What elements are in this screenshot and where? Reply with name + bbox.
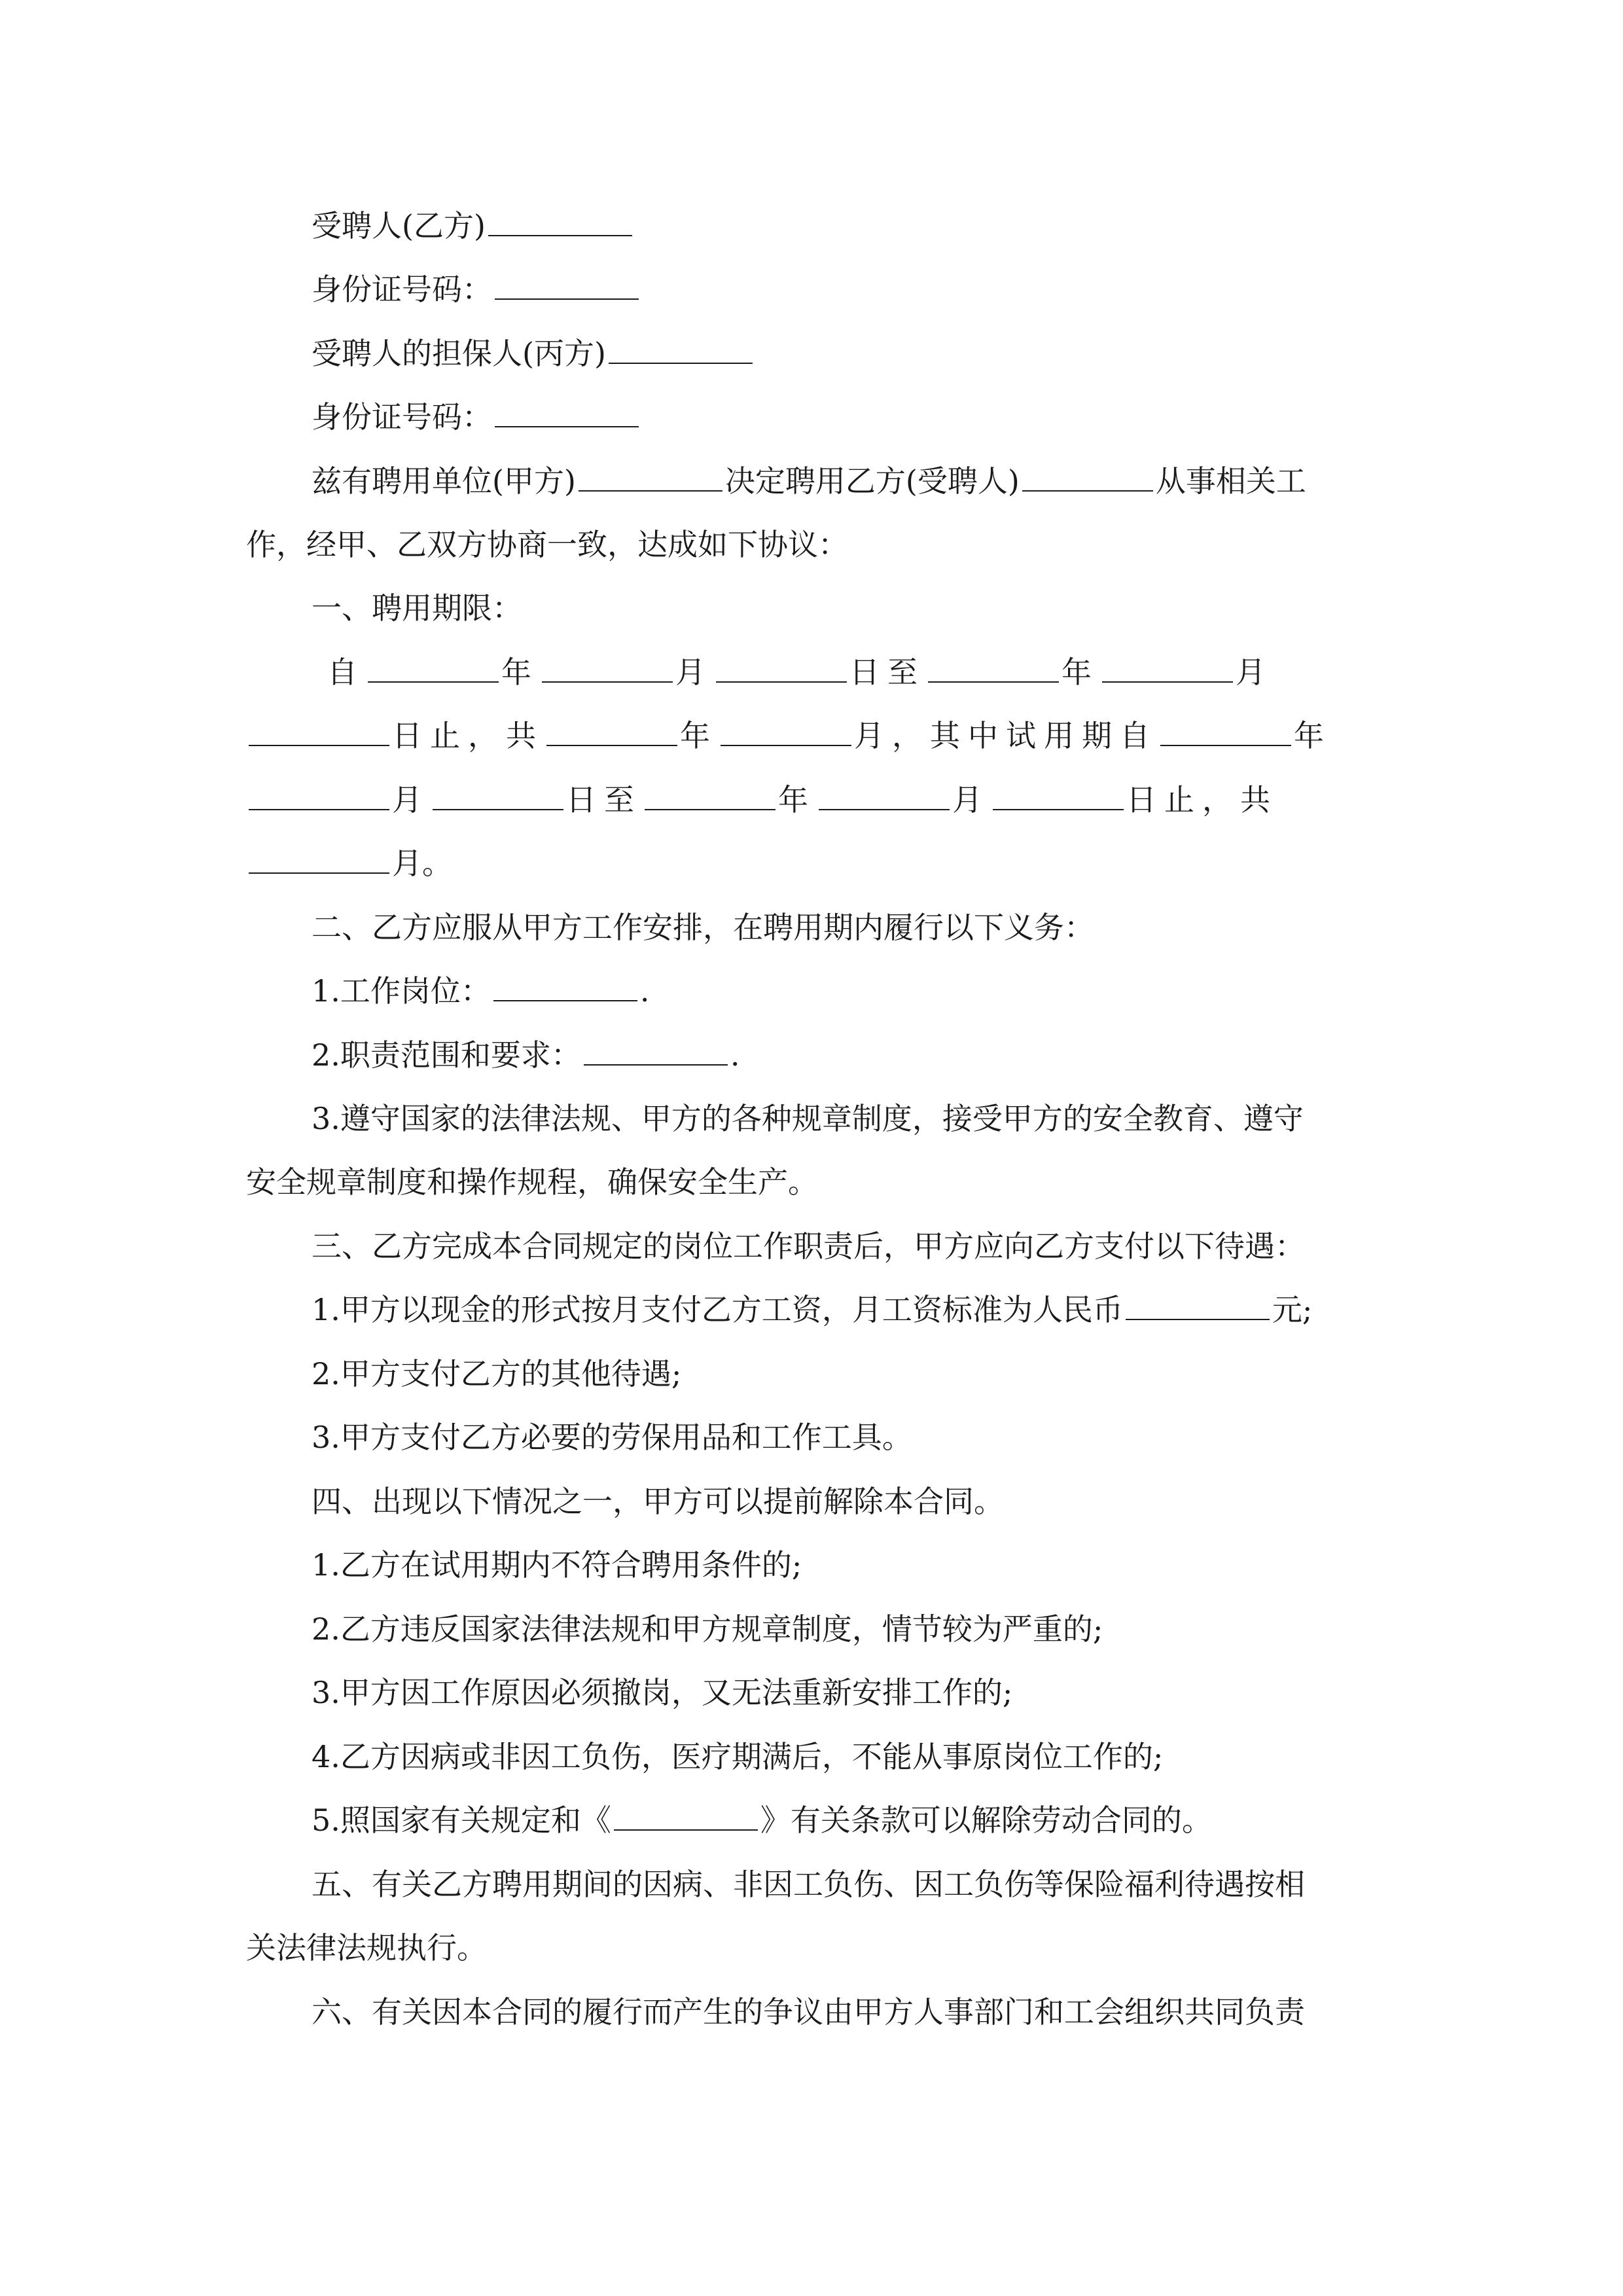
section1-title: 一、聘用期限： [312,590,522,626]
duration-months-blank[interactable] [721,719,851,746]
section3-item1 [312,1290,1312,1329]
start-year-blank[interactable] [368,655,499,683]
start-month-blank[interactable] [542,655,673,683]
end-year-blank[interactable] [928,655,1059,683]
term-year-1: 年 [501,655,539,690]
job-position-end: . [639,973,650,1009]
salary-label: 1.甲方以现金的形式按月支付乙方工资，月工资标准为人民币 [312,1292,1123,1327]
duty-scope-blank[interactable] [584,1038,728,1066]
term-day-end: 日止，共 [392,718,544,753]
section4-item1: 1.乙方在试用期内不符合聘用条件的; [312,1547,802,1583]
term-total: 共 [1240,782,1278,817]
duty-scope-label: 2.职责范围和要求： [312,1037,581,1073]
intro-line-2: 作，经甲、乙双方协商一致，达成如下协议： [246,527,848,562]
section4-item5 [312,1801,1212,1840]
party-b-blank[interactable] [488,209,632,236]
duration-years-blank[interactable] [546,719,677,746]
term-row-3 [246,780,1278,819]
job-position-label: 1.工作岗位： [312,973,491,1009]
section4-item4: 4.乙方因病或非因工负伤，医疗期满后，不能从事原岗位工作的; [312,1739,1164,1774]
section4-item2: 2.乙方违反国家法律法规和甲方规章制度，情节较为严重的; [312,1611,1103,1647]
probation-end-day-blank[interactable] [993,783,1124,810]
guarantor-blank[interactable] [609,336,753,364]
term-day-to: 日至 [849,655,925,690]
regulation-start: 5.照国家有关规定和《 [312,1803,611,1838]
section4-title: 四、出现以下情况之一，甲方可以提前解除本合同。 [312,1484,1004,1519]
guarantor-label: 受聘人的担保人(丙方) [312,336,606,371]
regulation-end: 》有关条款可以解除劳动合同的。 [760,1803,1212,1838]
party-b-id-label: 身份证号码： [312,272,492,307]
term-day-to-2: 日至 [566,782,642,817]
salary-blank[interactable] [1126,1293,1270,1320]
term-row-4 [246,844,452,883]
employee-blank[interactable] [1022,464,1153,492]
section2-item3-line1: 3.遵守国家的法律法规、甲方的各种规章制度，接受甲方的安全教育、遵守 [312,1101,1304,1136]
probation-start-day-blank[interactable] [433,783,563,810]
intro-line-1 [312,461,1306,501]
term-month-2: 月 [1236,655,1274,690]
party-b-id-line [312,270,641,309]
section5-line1: 五、有关乙方聘用期间的因病、非因工负伤、因工负伤等保险福利待遇按相 [312,1867,1305,1902]
guarantor-id-blank[interactable] [495,400,639,427]
end-day-blank[interactable] [249,719,389,746]
probation-end-year-blank[interactable] [645,783,776,810]
term-probation: 月，其中试用期自 [854,718,1158,753]
regulation-blank[interactable] [614,1803,758,1831]
probation-months-blank[interactable] [249,846,389,874]
employer-blank[interactable] [579,464,722,492]
intro-part3: 从事相关工 [1155,463,1306,499]
end-month-blank[interactable] [1102,655,1233,683]
probation-end-month-blank[interactable] [819,783,950,810]
section3-item3: 3.甲方支付乙方必要的劳保用品和工作工具。 [312,1420,912,1455]
term-row-1 [327,653,1274,692]
term-year-3: 年 [680,718,718,753]
term-month-end: 月。 [392,846,452,881]
term-year-5: 年 [778,782,816,817]
guarantor-id-label: 身份证号码： [312,399,492,435]
job-position-blank[interactable] [493,974,637,1001]
section2-item3-line2: 安全规章制度和操作规程，确保安全生产。 [246,1164,818,1200]
term-day-end-2: 日止， [1126,782,1240,817]
term-year-4: 年 [1294,718,1332,753]
duty-scope-end: . [730,1037,740,1073]
intro-part2: 决定聘用乙方(受聘人) [724,463,1020,499]
guarantor-line [312,334,755,373]
section3-title: 三、乙方完成本合同规定的岗位工作职责后，甲方应向乙方支付以下待遇： [312,1229,1305,1264]
start-day-blank[interactable] [716,655,847,683]
section2-item1 [312,971,650,1011]
party-b-line [312,206,635,245]
probation-start-month-blank[interactable] [249,783,389,810]
section3-item2: 2.甲方支付乙方的其他待遇; [312,1356,682,1391]
term-month-3: 月 [392,782,430,817]
term-row-2 [246,716,1332,755]
term-month-4: 月 [952,782,990,817]
section2-title: 二、乙方应服从甲方工作安排，在聘用期内履行以下义务： [312,910,1094,945]
term-from: 自 [327,655,365,690]
party-b-id-blank[interactable] [495,272,639,300]
probation-start-year-blank[interactable] [1160,719,1291,746]
section2-item2 [312,1035,740,1075]
section4-item3: 3.甲方因工作原因必须撤岗，又无法重新安排工作的; [312,1675,1013,1710]
intro-part1: 兹有聘用单位(甲方) [312,463,576,499]
section6-line1: 六、有关因本合同的履行而产生的争议由甲方人事部门和工会组织共同负责 [312,1994,1305,2030]
term-year-2: 年 [1061,655,1099,690]
term-month-1: 月 [675,655,713,690]
guarantor-id-line [312,397,641,437]
party-b-label: 受聘人(乙方) [312,208,486,243]
section5-line2: 关法律法规执行。 [246,1930,487,1965]
salary-unit: 元; [1272,1292,1313,1327]
